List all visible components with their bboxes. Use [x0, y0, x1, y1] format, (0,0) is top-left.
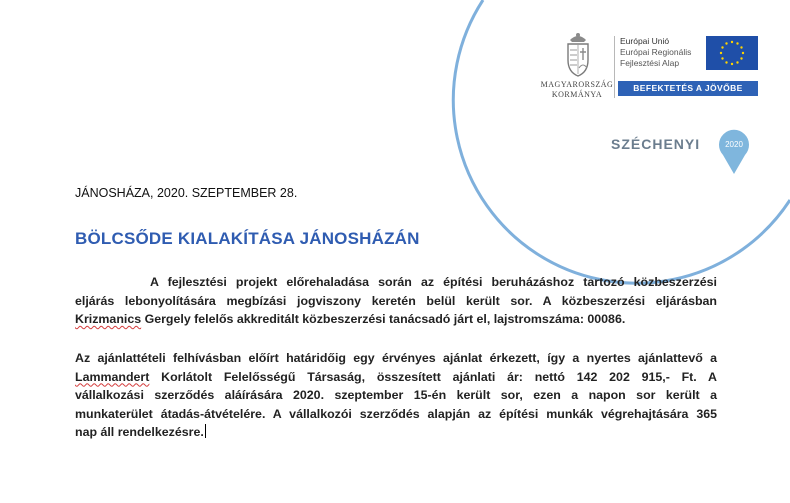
paragraph-procurement: [75, 273, 717, 329]
text-line: [75, 423, 717, 442]
text-line: [75, 368, 717, 387]
eu-fund-label: Európai Unió Európai Regionális Fejlesztési Alap: [620, 36, 692, 68]
text-line: vállalkozási szerződés aláírására 2020. szeptember 15-én került sor, ezen a napon sor került a: [75, 388, 717, 402]
text-fragment: Gergely felelős akkreditált közbeszerzési tanácsadó járt el, lajstromszáma: 00086.: [141, 312, 626, 326]
paragraph-contract: [75, 349, 717, 442]
text-fragment: nap áll rendelkezésre.: [75, 425, 204, 439]
eu-flag-icon: [706, 36, 758, 70]
text-cursor[interactable]: [205, 424, 206, 438]
misspelled-name: Lammandert: [75, 369, 150, 384]
hungarian-crest-icon: [556, 30, 600, 78]
befektetes-banner: BEFEKTETÉS A JÖVŐBE: [618, 81, 758, 96]
text-fragment: Korlátolt Felelősségű Társaság, összesített ajánlati ár: nettó 142 202 915,- Ft. A: [149, 369, 717, 384]
government-label: MAGYARORSZÁG KORMÁNYA: [540, 80, 614, 99]
location-pin-icon: [718, 127, 750, 175]
dateline: JÁNOSHÁZA, 2020. SZEPTEMBER 28.: [75, 186, 298, 200]
document-title: BÖLCSŐDE KIALAKÍTÁSA JÁNOSHÁZÁN: [75, 229, 420, 248]
text-line: A fejlesztési projekt előrehaladása során az építési beruházáshoz tartozó közbeszerzési: [150, 275, 717, 289]
text-line: munkaterület átadás-átvételére. A vállalkozói szerződés alapján az építési munkák végrehajtására 365: [75, 406, 717, 421]
text-line: Az ajánlattételi felhívásban előírt határidőig egy érvényes ajánlat érkezett, így a nyertes ajánlattevő a: [75, 351, 717, 365]
text-line: eljárás lebonyolítására megbízási jogviszony keretén belül került sor. A közbeszerzési eljárásban: [75, 293, 717, 308]
pin-year: 2020: [725, 140, 743, 149]
text-line: [75, 310, 717, 329]
logo-divider: [614, 36, 615, 98]
szechenyi-logo-text: SZÉCHENYI: [611, 136, 701, 152]
misspelled-name: Krizmanics: [75, 312, 142, 326]
